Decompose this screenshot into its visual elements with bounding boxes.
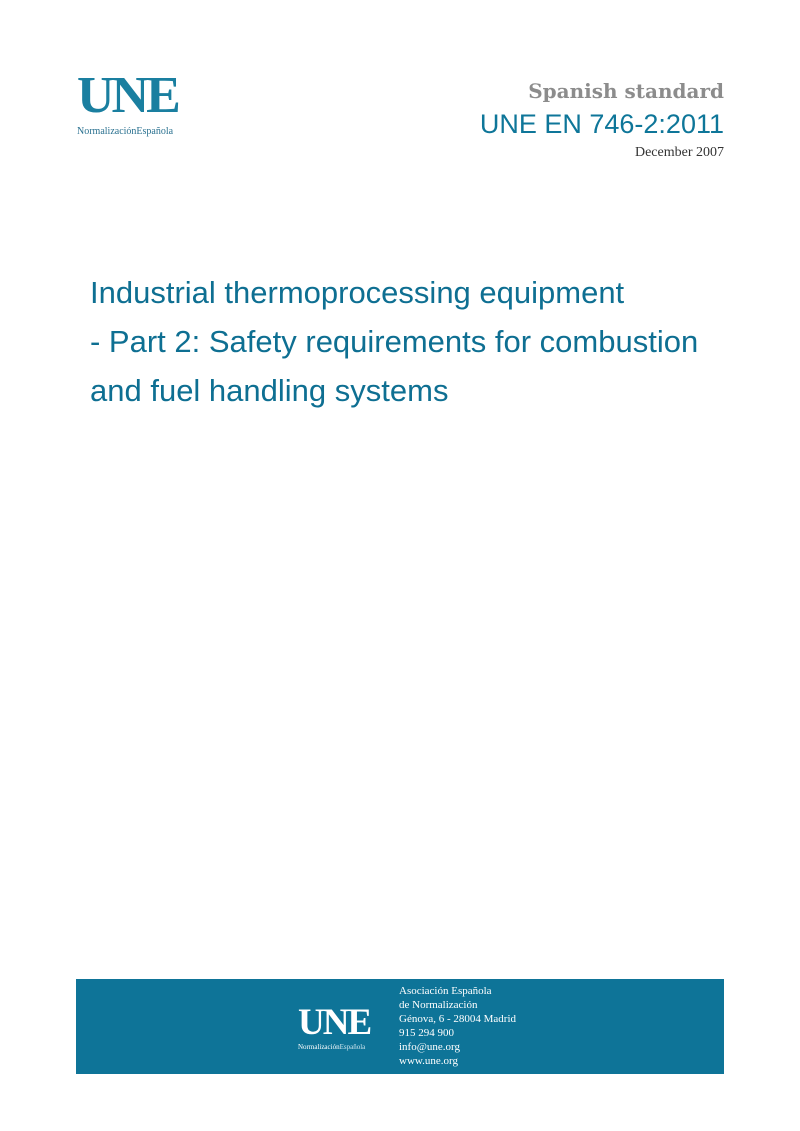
- title-line: and fuel handling systems: [90, 373, 449, 408]
- logo-tagline-a: Normalización: [77, 126, 137, 137]
- footer-logo-tagline-a: Normalización: [298, 1043, 340, 1051]
- footer-band: [76, 979, 724, 1074]
- logo-tagline: [77, 126, 197, 138]
- email: info@une.org: [399, 1041, 460, 1053]
- contact-block: [399, 984, 516, 1068]
- standard-header: [480, 77, 724, 162]
- footer-une-logo: [298, 1004, 388, 1052]
- standard-label: Spanish standard: [528, 79, 724, 103]
- logo-letters: UNE: [77, 67, 178, 124]
- title-line: - Part 2: Safety requirements for combustion: [90, 324, 699, 359]
- une-logo: [77, 67, 197, 138]
- document-title: [90, 268, 750, 415]
- title-line: Industrial thermoprocessing equipment: [90, 275, 625, 310]
- footer-logo-tagline-b: Española: [339, 1043, 366, 1051]
- organization-name-line2: de Normalización: [399, 999, 478, 1011]
- footer-logo-letters: UNE: [298, 1002, 371, 1043]
- phone: 915 294 900: [399, 1027, 454, 1039]
- footer-logo-tagline: [298, 1043, 388, 1052]
- logo-tagline-b: Española: [136, 126, 174, 137]
- standard-date: December 2007: [634, 145, 724, 160]
- address: Génova, 6 - 28004 Madrid: [399, 1013, 517, 1025]
- website: www.une.org: [399, 1055, 458, 1067]
- organization-name-line1: Asociación Española: [399, 985, 492, 997]
- standard-code: UNE EN 746-2:2011: [479, 109, 724, 139]
